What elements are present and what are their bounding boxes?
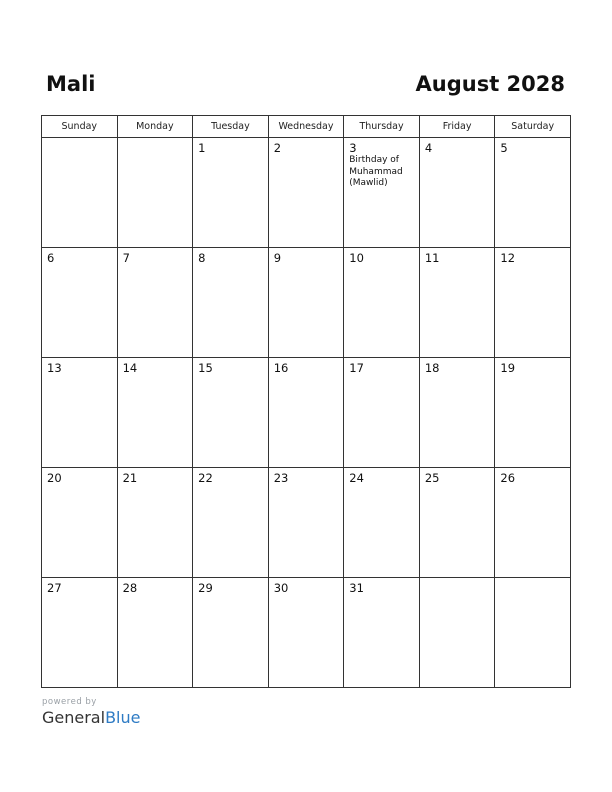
day-cell bbox=[344, 468, 420, 578]
day-number: 27 bbox=[47, 581, 62, 595]
day-cell bbox=[419, 358, 495, 468]
weekday-tuesday: Tuesday bbox=[193, 116, 269, 138]
day-number: 1 bbox=[198, 141, 206, 155]
day-cell bbox=[268, 248, 344, 358]
week-row bbox=[42, 358, 571, 468]
day-cell bbox=[344, 248, 420, 358]
day-number: 20 bbox=[47, 471, 62, 485]
day-cell bbox=[495, 358, 571, 468]
day-cell bbox=[117, 138, 193, 248]
calendar-header bbox=[41, 70, 570, 100]
day-cell bbox=[193, 358, 269, 468]
weekday-thursday: Thursday bbox=[344, 116, 420, 138]
day-cell bbox=[42, 138, 118, 248]
week-row bbox=[42, 138, 571, 248]
calendar-grid bbox=[41, 115, 571, 688]
weekday-saturday: Saturday bbox=[495, 116, 571, 138]
day-number: 29 bbox=[198, 581, 213, 595]
month-year-title: August 2028 bbox=[415, 72, 565, 96]
day-cell bbox=[419, 468, 495, 578]
day-number: 28 bbox=[122, 581, 138, 595]
day-number: 13 bbox=[47, 361, 62, 375]
day-cell bbox=[193, 468, 269, 578]
day-number: 21 bbox=[122, 471, 138, 485]
day-cell bbox=[419, 138, 495, 248]
day-cell bbox=[495, 578, 571, 688]
day-number: 2 bbox=[273, 141, 282, 155]
weekday-friday: Friday bbox=[419, 116, 495, 138]
day-cell bbox=[495, 248, 571, 358]
week-row bbox=[42, 468, 571, 578]
day-number: 26 bbox=[500, 471, 516, 485]
day-number: 11 bbox=[424, 251, 440, 265]
day-number: 12 bbox=[500, 251, 516, 265]
day-number: 31 bbox=[349, 581, 364, 595]
day-cell bbox=[268, 358, 344, 468]
brand-general-text: General bbox=[42, 708, 106, 727]
day-cell bbox=[419, 578, 495, 688]
day-cell bbox=[268, 138, 344, 248]
day-cell bbox=[193, 578, 269, 688]
day-cell bbox=[193, 138, 269, 248]
day-number: 23 bbox=[273, 471, 289, 485]
day-cell bbox=[344, 138, 420, 248]
day-number: 18 bbox=[424, 361, 440, 375]
day-cell bbox=[495, 138, 571, 248]
day-cell bbox=[42, 468, 118, 578]
day-number: 10 bbox=[349, 251, 364, 265]
day-cell bbox=[42, 578, 118, 688]
day-number: 15 bbox=[198, 361, 213, 375]
week-row bbox=[42, 248, 571, 358]
holiday-event: Birthday of Muhammad (Mawlid) bbox=[349, 155, 403, 188]
day-cell bbox=[42, 248, 118, 358]
day-number: 22 bbox=[198, 471, 213, 485]
day-number: 4 bbox=[424, 141, 433, 155]
day-cell bbox=[193, 248, 269, 358]
day-number: 25 bbox=[424, 471, 440, 485]
day-cell bbox=[419, 248, 495, 358]
day-cell bbox=[344, 358, 420, 468]
brand-blue-text: Blue bbox=[105, 708, 141, 727]
generalblue-logo[interactable] bbox=[42, 708, 140, 728]
weekday-header-row bbox=[42, 116, 571, 138]
weekday-monday: Monday bbox=[117, 116, 193, 138]
day-number: 9 bbox=[273, 251, 282, 265]
day-cell bbox=[117, 248, 193, 358]
day-number: 5 bbox=[500, 141, 508, 155]
day-cell bbox=[42, 358, 118, 468]
day-number: 6 bbox=[47, 251, 55, 265]
day-cell bbox=[268, 578, 344, 688]
day-number: 17 bbox=[349, 361, 364, 375]
day-number: 3 bbox=[349, 141, 357, 155]
day-cell bbox=[344, 578, 420, 688]
weekday-wednesday: Wednesday bbox=[268, 116, 344, 138]
day-number: 30 bbox=[273, 581, 289, 595]
week-row bbox=[42, 578, 571, 688]
day-cell bbox=[495, 468, 571, 578]
day-cell bbox=[117, 578, 193, 688]
day-number: 24 bbox=[349, 471, 364, 485]
day-cell bbox=[117, 358, 193, 468]
day-number: 7 bbox=[122, 251, 130, 265]
day-number: 16 bbox=[273, 361, 289, 375]
day-number: 19 bbox=[500, 361, 516, 375]
powered-by-text: powered by bbox=[42, 697, 97, 707]
day-number: 14 bbox=[122, 361, 138, 375]
day-number: 8 bbox=[198, 251, 206, 265]
footer-branding bbox=[42, 697, 140, 728]
country-title: Mali bbox=[46, 72, 96, 96]
weekday-sunday: Sunday bbox=[42, 116, 118, 138]
day-cell bbox=[268, 468, 344, 578]
day-cell bbox=[117, 468, 193, 578]
